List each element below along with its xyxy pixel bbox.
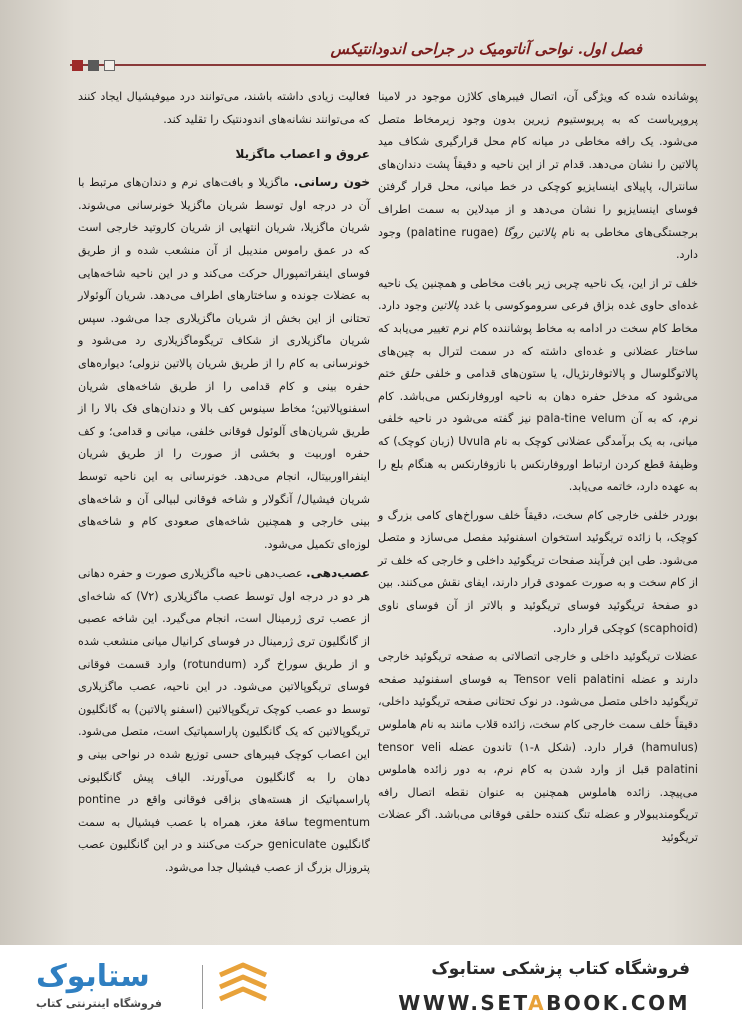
paragraph: عضلات تریگوئید داخلی و خارجی اتصالاتی به صفحه تریگوئید خارجی دارند و عضله Tensor veli palatini به فوسای اسفنوئید صفحه تریگوئید داخلی متصل می‌شود. در نوک تحتانی صفحه تریگوئید داخلی، دقیقاً خلف سمت خارجی کام سخت، زائده قلاب مانند به نام هاملوس (hamulus) قرار دارد. (شکل ۸-۱) تاندون عضله tensor veli palatini قبل از وارد شدن به کام نرم، به دور زائده هاملوس می‌پیچد. زائده هاملوس همچنین به عنوان نقطه اتصال رافه تریگومندیبولار و عضله تنگ کننده حلقی فوقانی می‌باشد. اگر عضلات تریگوئید: [378, 650, 698, 844]
term-italic: پالاتین روگا: [503, 225, 557, 239]
paragraph: خون رسانی. ماگزیلا و بافت‌های نرم و دندان‌های مرتبط با آن در درجه اول توسط شریان ماگزیلا خونرسانی می‌شوند. شریان ماگزیلا، شریان انتهایی از شریان کاروتید خارجی است که در عمق راموس مندیبل از آن منشعب شده و از طریق فوسای اینفراتمپورال حرکت می‌کند و در این ناحیه شاخه‌هایی به عضلات جونده و ساختارهای اطراف می‌دهد. شریان آلوئولار تحتانی از این بخش از شریان ماگزیلاری جدا می‌شود. سپس شریان ماگزیلاری از شکاف تریگوماگزیلاری رد می‌شود و خونرسانی به کام را از طریق شریان پالاتین نزولی؛ دیواره‌های حفره بینی و کام قدامی را از طریق شاخه‌های شریان اسفنوپالاتین؛ مخاط سینوس کف بالا و دندان‌های فک بالا را از طریق شریان‌های آلوئول فوقانی خلفی، میانی و قدامی؛ و کف حفره اوربیت و بخشی از صورت را از طریق شریان اینفرااوربیتال، انجام می‌دهد. خونرسانی به این ناحیه توسط شریان فیشیال/ آنگولار و شاخه فوقانی لبیالی آن و شاخه‌های بینی خارجی و همچنین شاخه‌های صعودی کام و شاخه‌های لوزه‌ای تکمیل می‌شود.: [78, 175, 370, 551]
book-chevron-logo-icon: [214, 961, 272, 1009]
right-column: [378, 86, 698, 856]
store-banner: [0, 945, 742, 1024]
left-column: [78, 86, 370, 886]
section-title: عروق و اعصاب ماگزیلا: [235, 147, 370, 162]
paragraph: فعالیت زیادی داشته باشند، می‌توانند درد میوفیشیال ایجاد کنند که می‌توانند نشانه‌های اندودنتیک را تقلید کند.: [78, 90, 370, 126]
store-title: فروشگاه کتاب پزشکی ستابوک: [431, 959, 690, 979]
subsection-lead: عصب‌دهی.: [306, 566, 370, 581]
logo-wordmark: ستابوک: [36, 959, 150, 994]
paragraph: خلف تر از این، یک ناحیه چربی زیر بافت مخاطی و همچنین یک ناحیه غده‌ای حاوی غده بزاق فرعی سروموکوسی با غدد پالاتین وجود دارد. مخاط کام سخت در ادامه به مخاط پوشاننده کام نرم تغییر می‌یابد که ساختار عضلانی و غده‌ای داشته که در سمت لترال به چین‌های پالاتوگلوسال و پالاتوفارنژیال، یا ستون‌های قدامی و خلفی حلق ختم می‌شود که مدخل حفره دهان به ناحیه اوروفارنکس می‌باشد. کام نرم، که به آن pala-tine velum نیز گفته می‌شود در ناحیه خلفی میانی، به یک برآمدگی عضلانی کوچک به نام Uvula (زبان کوچک) که وظیفهٔ قطع کردن ارتباط اوروفارنکس با نازوفارنکس به هنگام بلع را به عهده دارد، خاتمه می‌یابد.: [378, 276, 698, 494]
paragraph: پوشانده شده که ویژگی آن، اتصال فیبرهای کلاژن موجود در لامینا پروپریاست که به پریوستیوم زیرین بدون وجود زیرمخاط متصل می‌شود. یک رافه مخاطی در میانه کام محل قرارگیری شکاف مید پالاتین را نشان می‌دهد. قدام تر از این ناحیه و دقیقاً پشت دندان‌های سانترال، پاپیلای اینسایزیو کوچکی در خط میانی، محل قرار گرفتن فوسای اینسایزیو را نشان می‌دهد و از میدلاین به سمت اطراف برجستگی‌های مخاطی به نام پالاتین روگا (palatine rugae) وجود دارد.: [378, 90, 698, 262]
paragraph: بوردر خلفی خارجی کام سخت، دقیقاً خلف سوراخ‌های کامی بزرگ و کوچک، با زائده تریگوئید استخوان اسفنوئید مفصل می‌سازد و متصل می‌شود. طی این فرآیند صفحات تریگوئید داخلی و خارجی که خلف تر از کام سخت و به صورت عمودی قرار دارند، ایفای نقش می‌کنند. بین دو صفحهٔ تریگوئید فوسای تریگوئید و بالاتر از آن فوسای ناوی (scaphoid) کوچکی قرار دارد.: [378, 508, 698, 635]
header-square-red-icon: [72, 60, 83, 71]
paragraph: عصب‌دهی. عصب‌دهی ناحیه ماگزیلاری صورت و حفره دهانی هر دو در درجه اول توسط عصب ماگزیلاری (V۲) که شاخه‌ای از عصب تری ژرمینال است، انجام می‌گیرد. این شاخه عصبی از گانگلیون تری ژرمینال در فوسای کرانیال میانی منشعب شده و از طریق سوراخ گرد (rotundum) وارد قسمت فوقانی فوسای تریگوپالاتین می‌شود. در این ناحیه، عصب ماگزیلاری توسط دو عصب کوچک تریگوپالاتین (اسفنو پالاتین) به گانگلیون تریگوپالاتین که یک گانگلیون پاراسمپاتیک است، متصل می‌شود. این اعصاب کوچک فیبرهای حسی توزیع شده در نواحی بینی و دهان را به گانگلیون می‌آورند. الیاف پیش گانگلیونی پاراسمپاتیک از هسته‌های بزاقی فوقانی واقع در pontine tegmentum ساقهٔ مغز، همراه با عصب فیشیال به سمت گانگلیون geniculate حرکت می‌کنند و در این گانگلیون عصب پتروزال بزرگ از عصب فیشیال جدا می‌شود.: [78, 566, 370, 874]
header-rule: [70, 64, 706, 66]
term-italic: پالاتین: [431, 299, 460, 313]
header-square-gray-icon: [88, 60, 99, 71]
store-url[interactable]: WWW.SETABOOK.COM: [398, 991, 690, 1015]
chapter-header-title: فصل اول. نواحی آناتومیک در جراحی اندودانتیکس: [330, 40, 642, 58]
header-square-white-icon: [104, 60, 115, 71]
banner-divider: [202, 965, 203, 1009]
term-italic: حلق: [400, 367, 421, 381]
subsection-lead: خون رسانی.: [293, 175, 370, 190]
logo-subtitle: فروشگاه اینترنتی کتاب: [36, 997, 162, 1010]
